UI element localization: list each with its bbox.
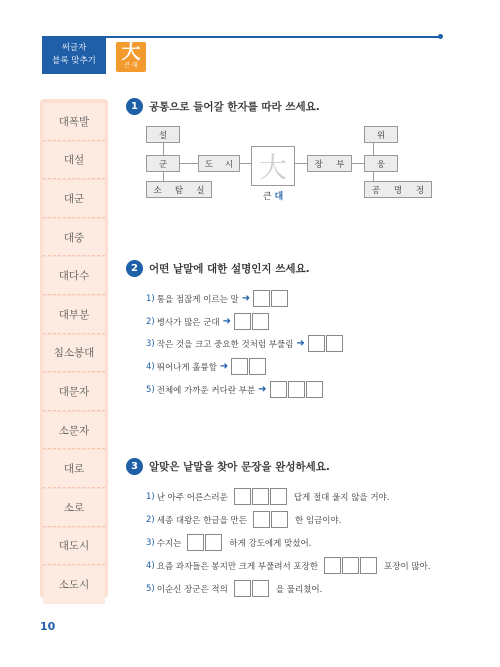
answer-box[interactable] bbox=[308, 335, 325, 352]
hanja-char: 大 bbox=[121, 41, 141, 63]
arrow-icon: ➜ bbox=[258, 384, 267, 395]
section3-question: 5) 이순신 장군은 적의 을 물리쳤어. bbox=[146, 579, 322, 598]
answer-box[interactable] bbox=[271, 290, 288, 307]
section2-number-badge: 2 bbox=[126, 260, 143, 277]
answer-box[interactable] bbox=[253, 290, 270, 307]
diagram-box-sotamsil: 소 탐 실 bbox=[146, 181, 212, 198]
center-hanja-tracing[interactable]: 大 bbox=[251, 146, 295, 186]
section3-question: 1) 난 아주 어른스러운 답게 절대 울지 않을 거야. bbox=[146, 487, 389, 506]
diagram-box-seol: 설 bbox=[146, 126, 180, 143]
word-item: 대부분 bbox=[43, 296, 105, 334]
answer-box[interactable] bbox=[288, 381, 305, 398]
word-item: 대로 bbox=[43, 450, 105, 488]
word-item: 대군 bbox=[43, 180, 105, 218]
connector-line bbox=[180, 163, 198, 164]
arrow-icon: ➜ bbox=[219, 361, 229, 372]
answer-box[interactable] bbox=[271, 511, 288, 528]
word-item: 대도시 bbox=[43, 528, 105, 566]
diagram-box-wi: 위 bbox=[364, 126, 398, 143]
answer-box[interactable] bbox=[360, 557, 377, 574]
arrow-icon: ➜ bbox=[222, 316, 232, 327]
section3-question: 2) 세종 대왕은 한글을 만든 한 임금이야. bbox=[146, 510, 341, 529]
answer-box[interactable] bbox=[187, 534, 204, 551]
diagram-box-jangbu: 장 부 bbox=[307, 155, 352, 172]
word-item: 소로 bbox=[43, 489, 105, 527]
connector-line bbox=[295, 163, 307, 164]
word-item: 소도시 bbox=[43, 566, 105, 604]
center-hanja-reading: 큰 대 bbox=[262, 192, 284, 202]
section3-question: 3) 수지는 하게 강도에게 맞섰어. bbox=[146, 533, 311, 552]
answer-box[interactable] bbox=[234, 313, 251, 330]
answer-box[interactable] bbox=[326, 335, 343, 352]
word-item: 대중 bbox=[43, 219, 105, 257]
connector-line bbox=[240, 163, 251, 164]
arrow-icon: ➜ bbox=[296, 338, 305, 349]
word-item: 소문자 bbox=[43, 412, 105, 450]
answer-box[interactable] bbox=[270, 488, 287, 505]
answer-box[interactable] bbox=[252, 580, 269, 597]
section3-question: 4) 요즘 과자들은 봉지만 크게 부풀려서 포장한 포장이 많아. bbox=[146, 556, 431, 575]
section2-title: 어떤 낱말에 대한 설명인지 쓰세요. bbox=[149, 263, 310, 275]
answer-box[interactable] bbox=[205, 534, 222, 551]
answer-box[interactable] bbox=[270, 381, 287, 398]
diagram-box-ung: 웅 bbox=[364, 155, 398, 172]
word-item: 대폭발 bbox=[43, 103, 105, 141]
header-rule-dot bbox=[438, 34, 443, 39]
section2-question: 3) 작은 것을 크고 중요한 것처럼 부풀림 ➜ bbox=[146, 334, 344, 353]
section1-title: 공통으로 들어갈 한자를 따라 쓰세요. bbox=[149, 101, 320, 113]
diagram-box-gun: 군 bbox=[146, 155, 180, 172]
section1-heading bbox=[126, 98, 320, 115]
chapter-tag-line1: 써글자 bbox=[61, 43, 87, 53]
section2-heading bbox=[126, 260, 310, 277]
connector-line bbox=[373, 143, 374, 155]
section3-heading bbox=[126, 458, 330, 475]
header-rule bbox=[106, 36, 440, 38]
answer-box[interactable] bbox=[234, 580, 251, 597]
connector-line bbox=[163, 143, 164, 155]
section2-question: 4) 뛰어나게 훌륭함 ➜ bbox=[146, 357, 267, 376]
answer-box[interactable] bbox=[324, 557, 341, 574]
answer-box[interactable] bbox=[306, 381, 323, 398]
section3-number-badge: 3 bbox=[126, 458, 143, 475]
hanja-badge bbox=[116, 42, 146, 72]
chapter-tag-line2: 블록 맞추기 bbox=[52, 56, 96, 66]
answer-box[interactable] bbox=[252, 313, 269, 330]
word-item: 대문자 bbox=[43, 373, 105, 411]
answer-box[interactable] bbox=[252, 488, 269, 505]
answer-box[interactable] bbox=[234, 488, 251, 505]
answer-box[interactable] bbox=[249, 358, 266, 375]
diagram-box-dosi: 도 시 bbox=[198, 155, 240, 172]
hanja-reading: 큰 대 bbox=[124, 62, 138, 69]
answer-box[interactable] bbox=[231, 358, 248, 375]
section2-question: 1) 통을 점잖게 이르는 말 ➜ bbox=[146, 289, 289, 308]
word-item: 침소봉대 bbox=[43, 335, 105, 373]
section2-question: 5) 전체에 가까운 커다란 부분 ➜ bbox=[146, 380, 324, 399]
word-list-panel bbox=[40, 99, 108, 598]
word-item: 대설 bbox=[43, 142, 105, 180]
chapter-tag bbox=[42, 36, 106, 74]
arrow-icon: ➜ bbox=[241, 293, 251, 304]
answer-box[interactable] bbox=[342, 557, 359, 574]
section2-question: 2) 병사가 많은 군대 ➜ bbox=[146, 312, 270, 331]
page-number: 10 bbox=[40, 620, 56, 633]
connector-line bbox=[352, 163, 364, 164]
answer-box[interactable] bbox=[253, 511, 270, 528]
section3-title: 알맞은 낱말을 찾아 문장을 완성하세요. bbox=[149, 461, 330, 473]
word-item: 대다수 bbox=[43, 257, 105, 295]
diagram-box-gongmyeongjeong: 공 명 정 bbox=[364, 181, 432, 198]
section1-number-badge: 1 bbox=[126, 98, 143, 115]
